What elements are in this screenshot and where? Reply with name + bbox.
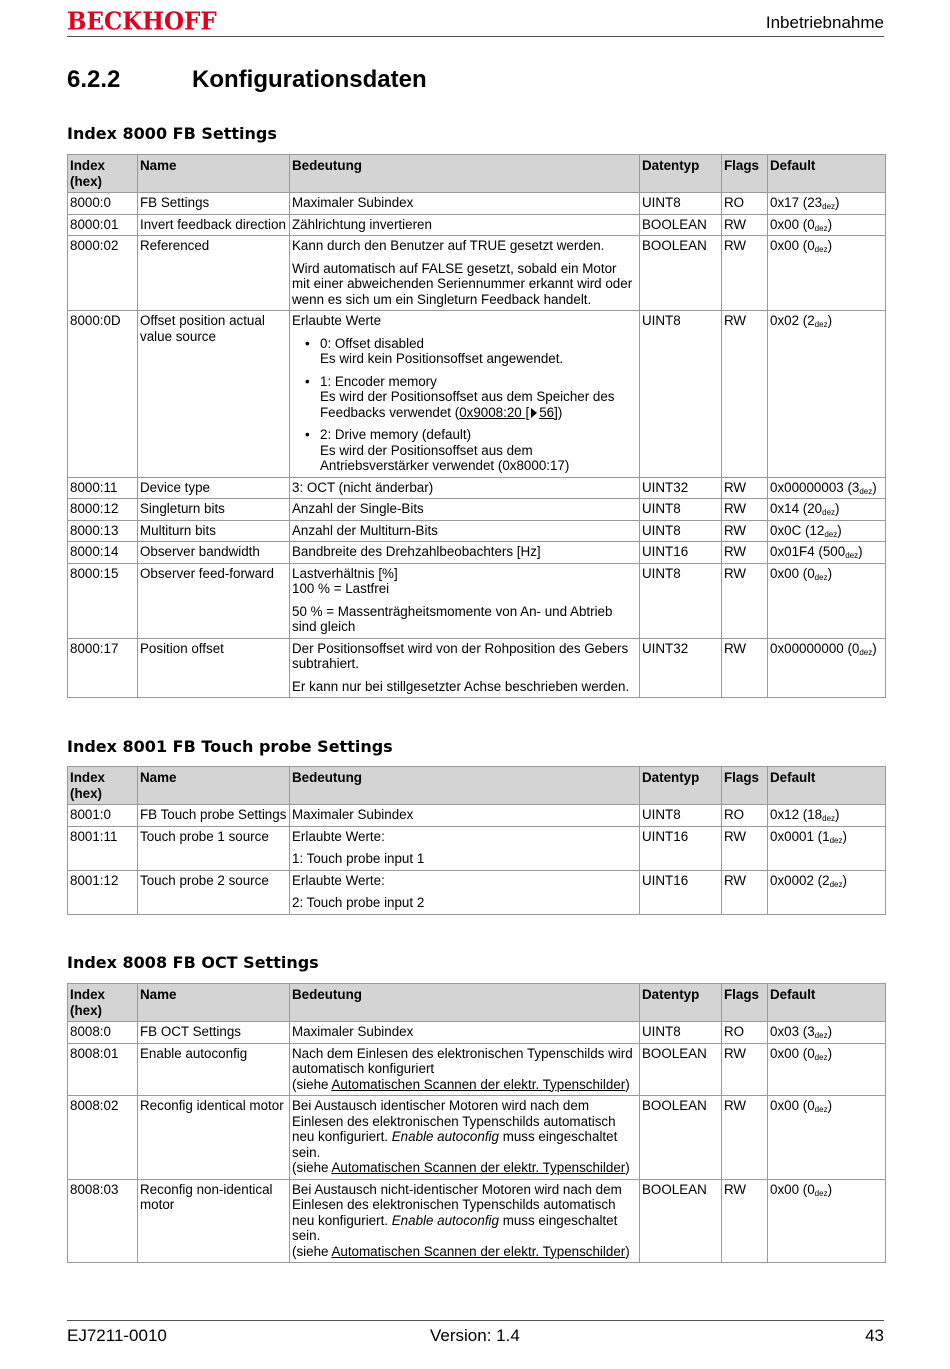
cell-name: Offset position actual value source [138, 311, 290, 478]
page-title [67, 66, 427, 94]
cell-flags: RW [722, 236, 768, 311]
table-row [68, 638, 886, 698]
cell-flags: RW [722, 477, 768, 499]
table-8008 [67, 983, 886, 1263]
page-arrow-icon [531, 408, 537, 418]
cell-type: UINT16 [640, 542, 722, 564]
col-name: Name [138, 155, 290, 193]
cell-default: 0x0001 $(1_{dez})$ [768, 826, 886, 870]
cell-index: 8000:02 [68, 236, 138, 311]
footer-version: Version: 1.4 [430, 1326, 520, 1345]
cell-index: 8000:11 [68, 477, 138, 499]
table-header-row [68, 155, 886, 193]
col-meaning: Bedeutung [290, 155, 640, 193]
cell-type: UINT8 [640, 499, 722, 521]
table-row [68, 805, 886, 827]
footer-page-number: 43 [865, 1326, 884, 1345]
cell-default: 0x17 $(23_{dez})$ [768, 193, 886, 215]
cell-type: UINT16 [640, 870, 722, 914]
cell-name: FB Touch probe Settings [138, 805, 290, 827]
cell-index: 8008:03 [68, 1179, 138, 1263]
cell-index: 8000:13 [68, 520, 138, 542]
cell-type: UINT8 [640, 1022, 722, 1044]
cell-type: BOOLEAN [640, 1179, 722, 1263]
col-type: Datentyp [640, 767, 722, 805]
cell-flags: RW [722, 1096, 768, 1180]
allowed-values-list [292, 336, 637, 474]
cell-index: 8000:17 [68, 638, 138, 698]
cell-name: Referenced [138, 236, 290, 311]
cell-default: 0x00000000 $(0_{dez})$ [768, 638, 886, 698]
list-item: • 1: Encoder memory Es wird der Positionsoffset aus dem Speicher des Feedbacks verwendet (0x9008:20 [ 56]) [306, 374, 637, 421]
table-8008-heading: Index 8008 FB OCT Settings [67, 953, 319, 972]
cell-meaning: Bei Austausch identischer Motoren wird nach dem Einlesen des elektronischen Typenschilds automatisch neu konfiguriert. Enable autoconfig muss eingeschaltet sein. (siehe Automatischen Scannen der elektr. Typenschilder) [290, 1096, 640, 1180]
cell-index: 8008:01 [68, 1043, 138, 1096]
cell-meaning: Maximaler Subindex [290, 1022, 640, 1044]
cell-meaning: Lastverhältnis [%] 100 % = Lastfrei 50 % = Massenträgheitsmomente von An- und Abtrieb sind gleich [290, 563, 640, 638]
cell-index: 8001:0 [68, 805, 138, 827]
col-meaning: Bedeutung [290, 984, 640, 1022]
cell-name: Reconfig non-identical motor [138, 1179, 290, 1263]
table-row [68, 193, 886, 215]
cell-flags: RW [722, 311, 768, 478]
cell-flags: RW [722, 870, 768, 914]
col-default: Default [768, 767, 886, 805]
cell-meaning: Kann durch den Benutzer auf TRUE gesetzt werden. Wird automatisch auf FALSE gesetzt, sobald ein Motor mit einer abweichenden Seriennummer erkannt wird oder wenn es sich um ein Singleturn Feedback handelt. [290, 236, 640, 311]
cell-type: BOOLEAN [640, 214, 722, 236]
cell-index: 8001:11 [68, 826, 138, 870]
table-row [68, 542, 886, 564]
cell-type: BOOLEAN [640, 1096, 722, 1180]
table-row [68, 214, 886, 236]
cell-meaning: Bei Austausch nicht-identischer Motoren wird nach dem Einlesen des elektronischen Typenschilds automatisch neu konfiguriert. Enable autoconfig muss eingeschaltet sein. (siehe Automatischen Scannen der elektr. Typenschilder) [290, 1179, 640, 1263]
cell-type: UINT32 [640, 477, 722, 499]
cell-meaning: Zählrichtung invertieren [290, 214, 640, 236]
cell-name: FB Settings [138, 193, 290, 215]
table-row [68, 1043, 886, 1096]
col-flags: Flags [722, 984, 768, 1022]
table-8000-heading: Index 8000 FB Settings [67, 124, 277, 143]
cell-name: FB OCT Settings [138, 1022, 290, 1044]
cell-name: Enable autoconfig [138, 1043, 290, 1096]
col-index: Index (hex) [68, 155, 138, 193]
table-8000 [67, 154, 886, 698]
table-row [68, 311, 886, 478]
col-meaning: Bedeutung [290, 767, 640, 805]
cell-type: UINT32 [640, 638, 722, 698]
table-row [68, 1179, 886, 1263]
cell-default: 0x14 $(20_{dez})$ [768, 499, 886, 521]
cell-default: 0x02 $(2_{dez})$ [768, 311, 886, 478]
cell-flags: RW [722, 542, 768, 564]
list-item: • 0: Offset disabled Es wird kein Positionsoffset angewendet. [306, 336, 637, 367]
cell-default: 0x00 $(0_{dez})$ [768, 1179, 886, 1263]
cross-reference-link[interactable]: 0x9008:20 [ 56] [459, 404, 558, 420]
cell-default: 0x00 $(0_{dez})$ [768, 1043, 886, 1096]
table-row [68, 563, 886, 638]
col-name: Name [138, 984, 290, 1022]
cell-name: Singleturn bits [138, 499, 290, 521]
cell-meaning: Maximaler Subindex [290, 805, 640, 827]
section-title: Konfigurationsdaten [192, 66, 427, 93]
cell-default: 0x00 $(0_{dez})$ [768, 1096, 886, 1180]
col-type: Datentyp [640, 155, 722, 193]
table-row [68, 826, 886, 870]
cell-default: 0x00 $(0_{dez})$ [768, 214, 886, 236]
footer-document-id: EJ7211-0010 [67, 1326, 167, 1345]
cell-name: Position offset [138, 638, 290, 698]
cell-name: Observer bandwidth [138, 542, 290, 564]
table-8001 [67, 766, 886, 915]
cell-type: UINT8 [640, 520, 722, 542]
cell-default: 0x00 $(0_{dez})$ [768, 563, 886, 638]
cell-default: 0x00000003 $(3_{dez})$ [768, 477, 886, 499]
cell-flags: RW [722, 826, 768, 870]
cell-meaning: Anzahl der Single-Bits [290, 499, 640, 521]
cell-meaning: Anzahl der Multiturn-Bits [290, 520, 640, 542]
cell-type: UINT16 [640, 826, 722, 870]
cell-default: 0x03 $(3_{dez})$ [768, 1022, 886, 1044]
cell-meaning: 3: OCT (nicht änderbar) [290, 477, 640, 499]
table-header-row [68, 767, 886, 805]
cell-name: Device type [138, 477, 290, 499]
cell-flags: RW [722, 499, 768, 521]
col-index: Index (hex) [68, 984, 138, 1022]
col-name: Name [138, 767, 290, 805]
cell-index: 8001:12 [68, 870, 138, 914]
cell-index: 8000:0 [68, 193, 138, 215]
cell-name: Touch probe 1 source [138, 826, 290, 870]
cell-index: 8008:02 [68, 1096, 138, 1180]
cell-index: 8000:0D [68, 311, 138, 478]
scan-nameplate-link[interactable]: Automatischen Scannen der elektr. Typenschilder [331, 1076, 626, 1092]
cell-default: 0x12 $(18_{dez})$ [768, 805, 886, 827]
col-flags: Flags [722, 767, 768, 805]
table-row [68, 1022, 886, 1044]
cell-flags: RO [722, 193, 768, 215]
cell-meaning: Bandbreite des Drehzahlbeobachters [Hz] [290, 542, 640, 564]
col-index: Index (hex) [68, 767, 138, 805]
cell-meaning: Erlaubte Werte: 1: Touch probe input 1 [290, 826, 640, 870]
cell-default: 0x0002 $(2_{dez})$ [768, 870, 886, 914]
table-row [68, 1096, 886, 1180]
cell-type: UINT8 [640, 193, 722, 215]
cell-index: 8008:0 [68, 1022, 138, 1044]
table-row [68, 477, 886, 499]
cell-meaning: Erlaubte Werte • 0: Offset disabled Es wird kein Positionsoffset angewendet. • 1: Encoder memory Es wird der Positionsoffset aus dem Speicher des Feedbacks verwendet (0x9008:20 [ 56]) • 2: Drive memory (default) Es wird der Positionsoffset aus dem Antriebsverstärker verwendet (0x8000:17) [290, 311, 640, 478]
col-type: Datentyp [640, 984, 722, 1022]
cell-type: UINT8 [640, 563, 722, 638]
cell-name: Observer feed-forward [138, 563, 290, 638]
table-8001-heading: Index 8001 FB Touch probe Settings [67, 737, 393, 756]
table-row [68, 520, 886, 542]
cell-index: 8000:14 [68, 542, 138, 564]
cell-flags: RO [722, 805, 768, 827]
scan-nameplate-link[interactable]: Automatischen Scannen der elektr. Typenschilder [331, 1243, 626, 1259]
cell-flags: RW [722, 563, 768, 638]
section-name: Inbetriebnahme [765, 13, 884, 32]
cell-meaning: Erlaubte Werte: 2: Touch probe input 2 [290, 870, 640, 914]
cell-default: 0x00 $(0_{dez})$ [768, 236, 886, 311]
cell-name: Invert feedback direction [138, 214, 290, 236]
cell-meaning: Nach dem Einlesen des elektronischen Typenschilds wird automatisch konfiguriert (siehe Automatischen Scannen der elektr. Typenschilder) [290, 1043, 640, 1096]
cell-flags: RW [722, 638, 768, 698]
col-default: Default [768, 155, 886, 193]
list-item: • 2: Drive memory (default) Es wird der Positionsoffset aus dem Antriebsverstärker verwendet (0x8000:17) [306, 427, 637, 474]
cell-type: UINT8 [640, 311, 722, 478]
cell-index: 8000:12 [68, 499, 138, 521]
cell-flags: RW [722, 520, 768, 542]
cell-flags: RO [722, 1022, 768, 1044]
cell-name: Touch probe 2 source [138, 870, 290, 914]
cell-flags: RW [722, 1043, 768, 1096]
header-divider [67, 36, 884, 37]
table-header-row [68, 984, 886, 1022]
cell-meaning: Der Positionsoffset wird von der Rohposition des Gebers subtrahiert. Er kann nur bei stillgesetzter Achse beschrieben werden. [290, 638, 640, 698]
cell-name: Reconfig identical motor [138, 1096, 290, 1180]
footer-divider [67, 1320, 884, 1321]
cell-flags: RW [722, 214, 768, 236]
section-number: 6.2.2 [67, 66, 121, 93]
cell-flags: RW [722, 1179, 768, 1263]
cell-type: BOOLEAN [640, 236, 722, 311]
scan-nameplate-link[interactable]: Automatischen Scannen der elektr. Typenschilder [331, 1160, 626, 1175]
table-row [68, 236, 886, 311]
table-row [68, 499, 886, 521]
cell-type: BOOLEAN [640, 1043, 722, 1096]
cell-meaning: Maximaler Subindex [290, 193, 640, 215]
col-flags: Flags [722, 155, 768, 193]
beckhoff-logo: BECKHOFF [67, 7, 217, 36]
table-row [68, 870, 886, 914]
col-default: Default [768, 984, 886, 1022]
cell-default: 0x0C $(12_{dez})$ [768, 520, 886, 542]
cell-index: 8000:01 [68, 214, 138, 236]
cell-default: 0x01F4 $(500_{dez})$ [768, 542, 886, 564]
cell-type: UINT8 [640, 805, 722, 827]
cell-name: Multiturn bits [138, 520, 290, 542]
cell-index: 8000:15 [68, 563, 138, 638]
